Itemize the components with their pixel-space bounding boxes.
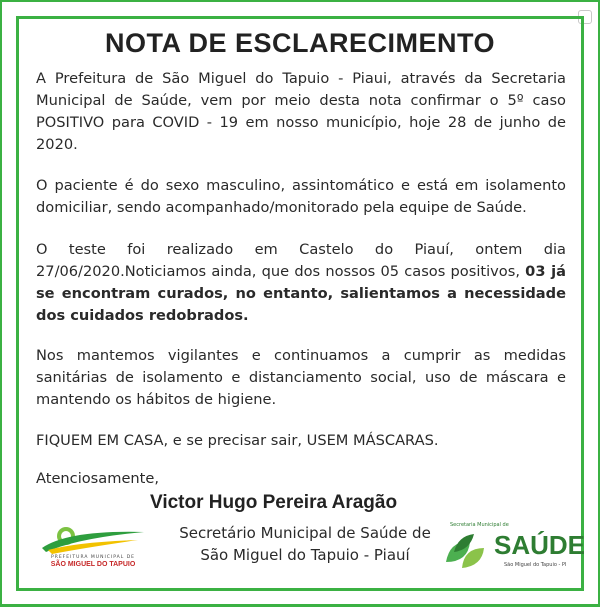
leaf-emblem-icon	[440, 522, 496, 578]
closing-text: Atenciosamente,	[36, 470, 160, 487]
signer-name: Victor Hugo Pereira Aragão	[150, 492, 398, 513]
paragraph-stay-home: FIQUEM EM CASA, e se precisar sair, USEM MÁSCARAS.	[36, 432, 439, 449]
paragraph-test-bold: 03 já se encontram curados, no entanto, salientamos a necessidade dos cuidados redobrados.	[36, 263, 566, 324]
paragraph-announcement: A Prefeitura de São Miguel do Tapuio - Piaui, através da Secretaria Municipal de Saúde, vem por meio desta nota confirmar o 5º caso POSITIVO para COVID - 19 em nosso município, hoje 28 de junho de 2020.	[36, 70, 566, 153]
saude-logo	[440, 518, 586, 578]
prefeitura-logo	[38, 520, 148, 578]
prefeitura-logo-line2: SÃO MIGUEL DO TAPUIO	[50, 561, 136, 568]
paragraph-test-text: O teste foi realizado em Castelo do Piauí, ontem dia 27/06/2020.Noticiamos ainda, que dos nossos 05 casos positivos,	[36, 241, 566, 280]
signer-role-line1: Secretário Municipal de Saúde de	[179, 524, 431, 542]
saude-logo-sub: São Miguel do Tapuio - PI	[504, 562, 567, 568]
prefeitura-logo-line1: PREFEITURA MUNICIPAL DE	[50, 555, 136, 560]
paragraph-patient: O paciente é do sexo masculino, assintomático e está em isolamento domiciliar, sendo acompanhado/monitorado pela equipe de Saúde.	[36, 177, 566, 216]
signer-role	[160, 522, 450, 566]
page-title: NOTA DE ESCLARECIMENTO	[104, 28, 495, 58]
paragraph-measures: Nos mantemos vigilantes e continuamos a cumprir as medidas sanitárias de isolamento e distanciamento social, uso de máscara e mantendo os hábitos de higiene.	[36, 347, 566, 408]
prefeitura-emblem-icon	[38, 520, 148, 556]
saude-logo-arc: Secretaria Municipal de	[450, 522, 509, 528]
paragraph-test	[36, 239, 566, 327]
signer-role-line2: São Miguel do Tapuio - Piauí	[200, 546, 410, 564]
saude-logo-word: SAÚDE	[494, 530, 586, 560]
